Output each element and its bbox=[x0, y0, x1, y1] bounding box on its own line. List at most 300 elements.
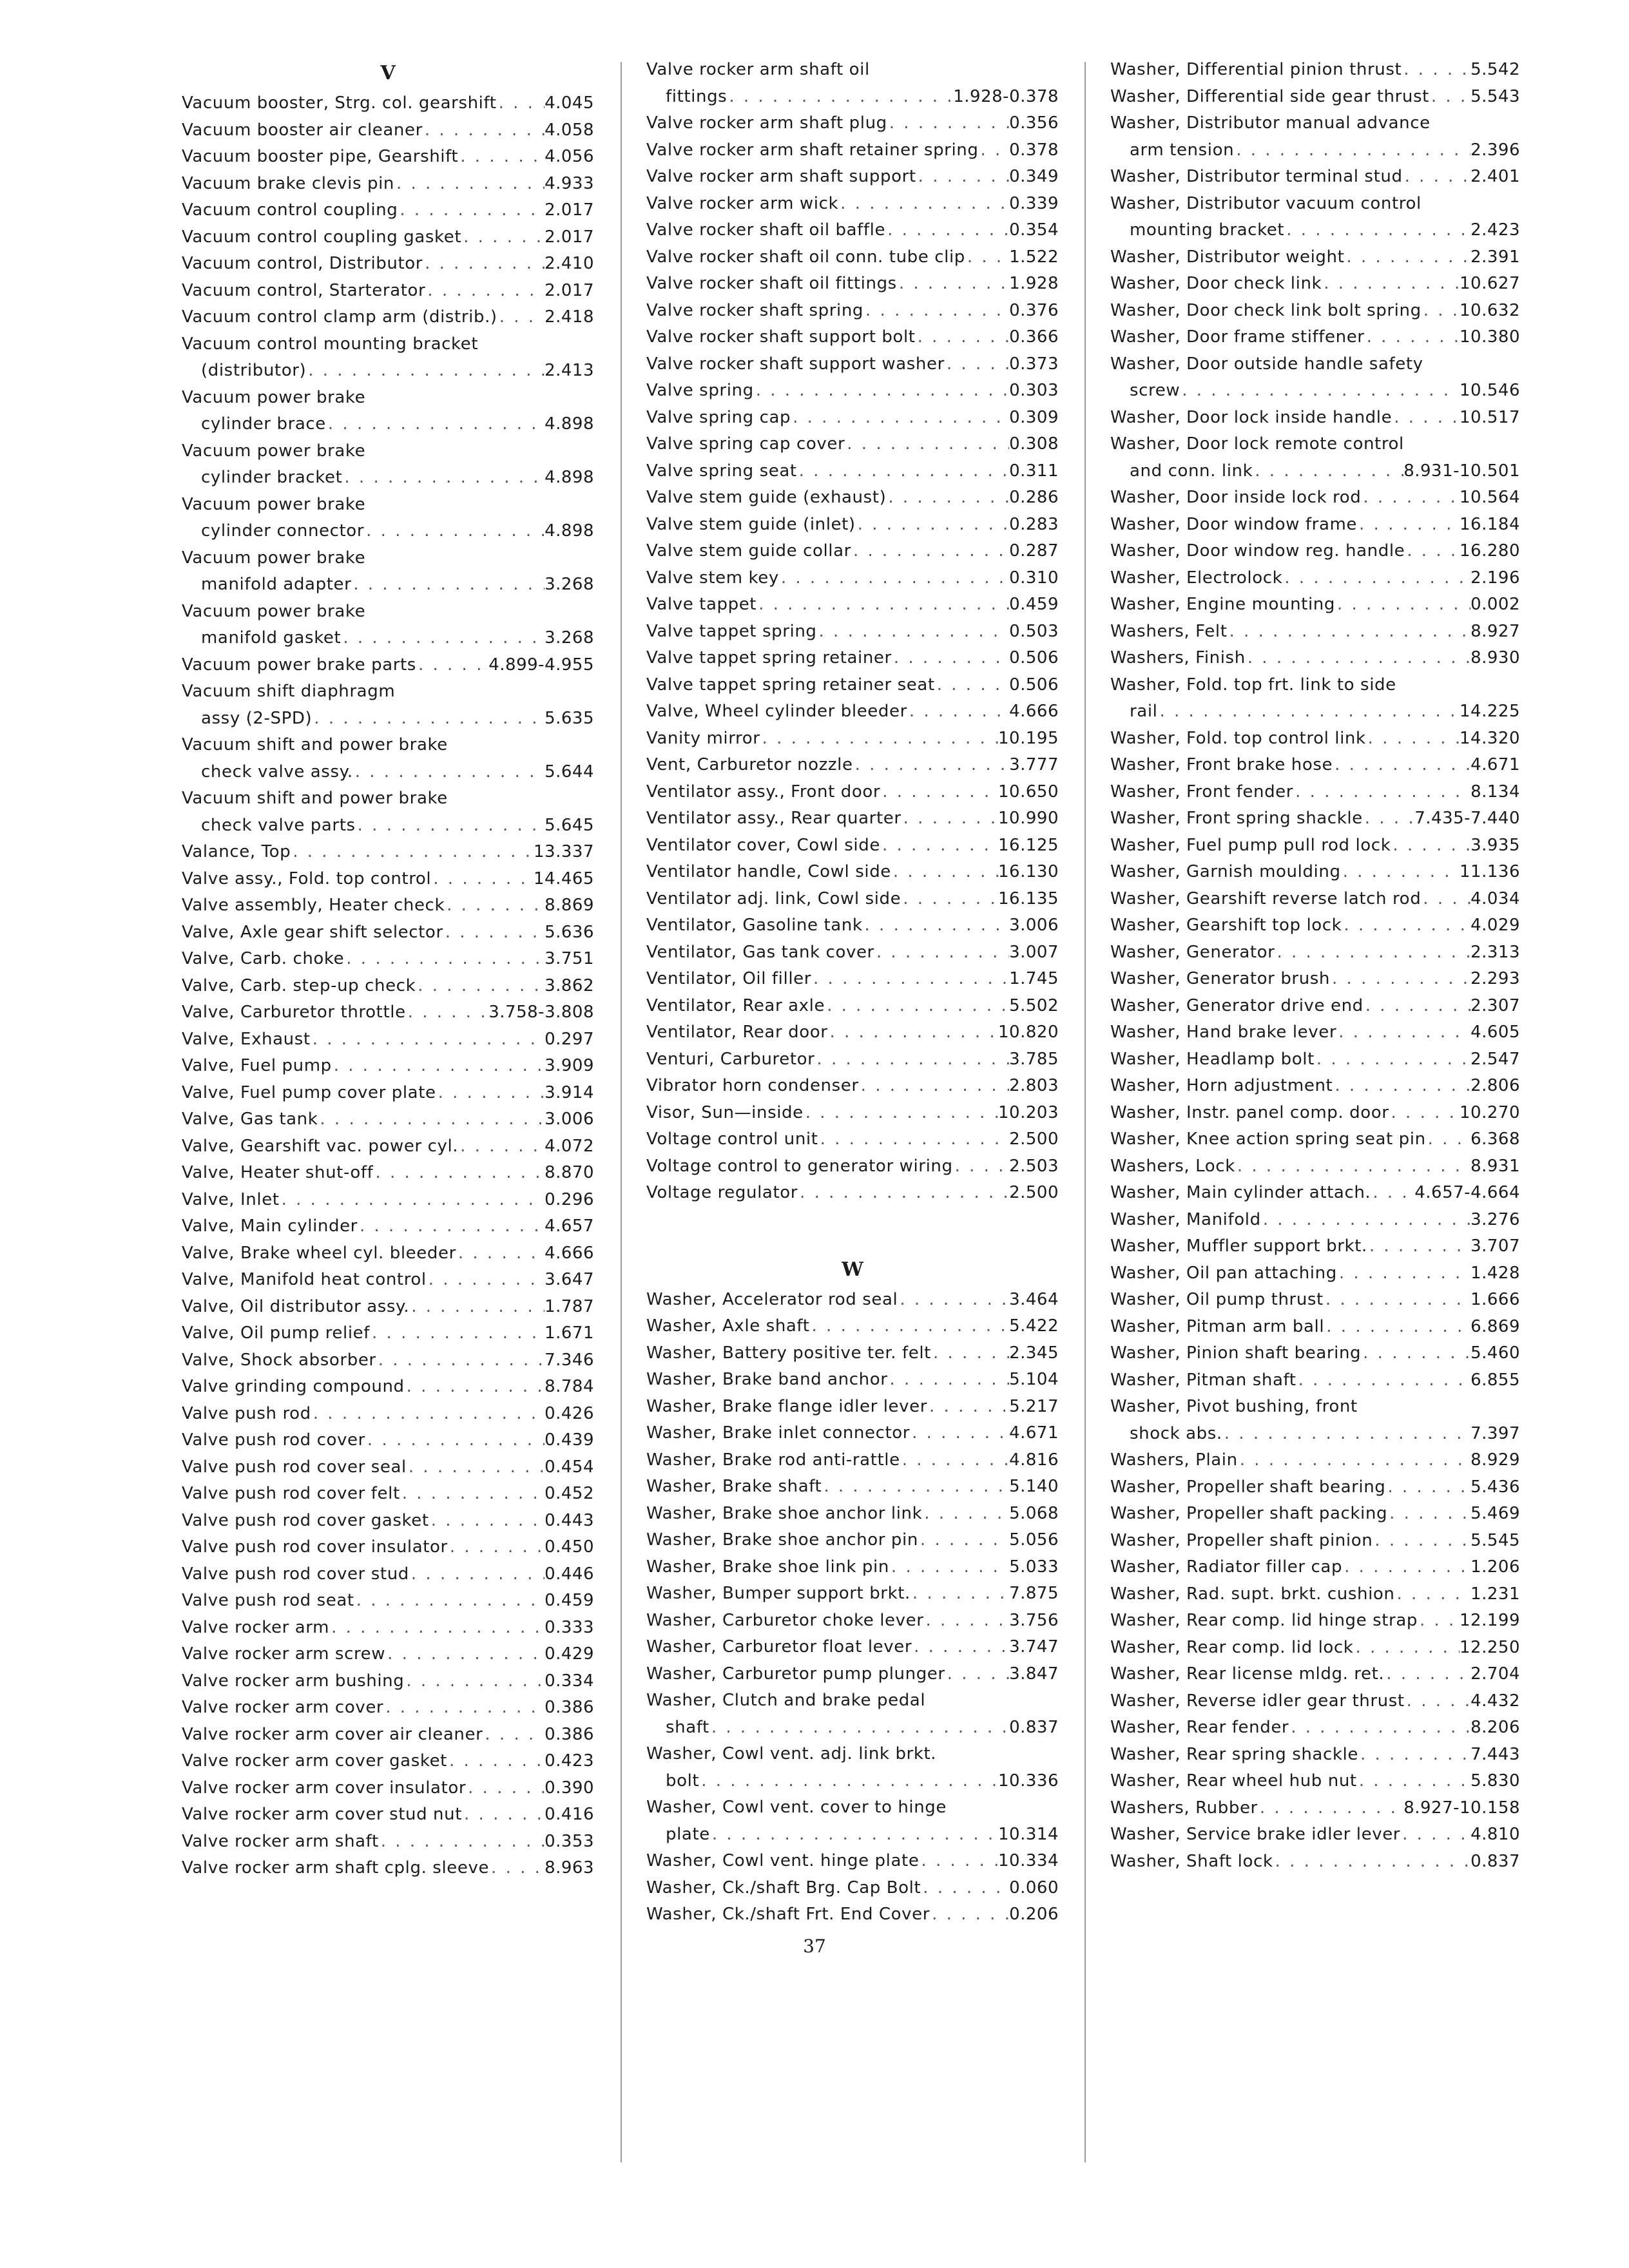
index-entry bbox=[646, 1634, 1059, 1661]
index-entry bbox=[646, 1019, 1059, 1046]
index-entry bbox=[646, 512, 1059, 539]
entry-page-ref: 12.199 bbox=[1460, 1611, 1520, 1630]
entry-page-ref: 2.503 bbox=[1009, 1156, 1059, 1176]
entry-page-ref: 0.446 bbox=[545, 1564, 594, 1584]
index-entry bbox=[646, 57, 1059, 110]
index-entry bbox=[182, 171, 594, 198]
index-entry-row bbox=[646, 1474, 1059, 1501]
index-entry-row bbox=[646, 1821, 1059, 1849]
dot-leader bbox=[811, 966, 1009, 993]
entry-page-ref: 5.543 bbox=[1470, 86, 1520, 106]
entry-label: Valve rocker arm cover gasket bbox=[182, 1751, 447, 1771]
index-entry-row bbox=[646, 164, 1059, 191]
entry-page-ref: 1.231 bbox=[1470, 1584, 1520, 1604]
index-entry bbox=[182, 1133, 594, 1160]
index-entry-row bbox=[1110, 1019, 1520, 1046]
index-entry bbox=[646, 1474, 1059, 1501]
dot-leader bbox=[900, 1447, 1009, 1474]
dot-leader bbox=[489, 1855, 545, 1882]
dot-leader bbox=[892, 645, 1009, 672]
index-entry-row bbox=[182, 839, 594, 866]
index-entry-row bbox=[646, 645, 1059, 672]
entry-page-ref: 8.784 bbox=[545, 1377, 594, 1396]
entry-page-ref: 2.410 bbox=[545, 254, 594, 273]
index-entry bbox=[646, 1875, 1059, 1902]
entry-label: Washer, Engine mounting bbox=[1110, 595, 1335, 614]
dot-leader bbox=[404, 1668, 545, 1695]
entry-page-ref: 4.671 bbox=[1009, 1423, 1059, 1443]
entry-page-ref: 3.268 bbox=[545, 628, 594, 648]
entry-page-ref: 0.002 bbox=[1470, 595, 1520, 614]
index-entry bbox=[646, 1554, 1059, 1581]
entry-page-ref: 8.927-10.158 bbox=[1403, 1798, 1520, 1818]
index-entry-row bbox=[1110, 538, 1520, 565]
entry-label: Valve push rod cover bbox=[182, 1430, 365, 1450]
dot-leader bbox=[1253, 458, 1403, 485]
entry-label: Valve, Main cylinder bbox=[182, 1216, 358, 1236]
entry-label: Ventilator assy., Front door bbox=[646, 782, 881, 802]
entry-page-ref: 5.104 bbox=[1009, 1370, 1059, 1389]
entry-label: Washer, Door check link bbox=[1110, 274, 1322, 293]
dot-leader bbox=[710, 1821, 998, 1849]
dot-leader bbox=[447, 1748, 545, 1775]
entry-label: Washer, Rear wheel hub nut bbox=[1110, 1771, 1357, 1791]
entry-label: Valve push rod cover seal bbox=[182, 1457, 407, 1477]
dot-leader bbox=[889, 1554, 1009, 1581]
index-entry-row bbox=[182, 1401, 594, 1428]
index-entry bbox=[646, 859, 1059, 886]
index-entry bbox=[182, 438, 594, 492]
index-entry-row bbox=[646, 1367, 1059, 1394]
entry-label: Ventilator, Gas tank cover bbox=[646, 942, 874, 962]
entry-label: Valve, Inlet bbox=[182, 1189, 280, 1209]
entry-label: Valve, Fuel pump cover plate bbox=[182, 1082, 436, 1102]
index-entry-row bbox=[1110, 1287, 1520, 1314]
index-entry bbox=[1110, 1688, 1520, 1715]
dot-leader bbox=[919, 1848, 998, 1875]
dot-leader bbox=[885, 217, 1009, 244]
index-entry-row bbox=[646, 57, 1059, 84]
entry-page-ref: 0.353 bbox=[545, 1831, 594, 1851]
entry-label: Washer, Rad. supt. brkt. cushion bbox=[1110, 1584, 1395, 1604]
entry-label: Valve tappet spring retainer seat bbox=[646, 675, 935, 695]
entry-label: Valve tappet spring bbox=[646, 621, 817, 641]
entry-label: Washer, Front brake hose bbox=[1110, 755, 1333, 774]
entry-label: Washer, Oil pan attaching bbox=[1110, 1263, 1337, 1283]
index-entry bbox=[182, 1347, 594, 1374]
dot-leader bbox=[965, 244, 1009, 271]
index-entry-row bbox=[646, 512, 1059, 539]
index-entry bbox=[646, 672, 1059, 699]
entry-label: Valve push rod bbox=[182, 1403, 311, 1423]
entry-page-ref: 0.354 bbox=[1009, 220, 1059, 240]
dot-leader bbox=[901, 886, 998, 913]
entry-page-ref: 10.627 bbox=[1460, 274, 1520, 293]
index-entry bbox=[182, 1267, 594, 1294]
index-entry-row bbox=[1110, 912, 1520, 939]
index-entry-row bbox=[1110, 351, 1520, 378]
entry-label: Washer, Battery positive ter. felt bbox=[646, 1343, 931, 1363]
dot-leader bbox=[458, 144, 545, 171]
index-entry-row bbox=[1110, 512, 1520, 539]
index-entry bbox=[182, 144, 594, 171]
index-entry bbox=[182, 732, 594, 785]
dot-leader bbox=[1385, 1474, 1470, 1501]
index-entry bbox=[1110, 1474, 1520, 1501]
index-entry bbox=[182, 1855, 594, 1882]
index-entry-row bbox=[1110, 1421, 1520, 1448]
index-entry-row bbox=[182, 1267, 594, 1294]
index-entry-row bbox=[182, 251, 594, 278]
index-entry-row bbox=[1110, 1153, 1520, 1180]
entry-page-ref: 8.927 bbox=[1470, 621, 1520, 641]
dot-leader bbox=[911, 1581, 1009, 1608]
index-entry bbox=[1110, 164, 1520, 191]
entry-label: Washer, Horn adjustment bbox=[1110, 1076, 1333, 1095]
index-entry-row bbox=[1110, 645, 1520, 672]
index-entry bbox=[646, 1126, 1059, 1153]
entry-label: Valve tappet bbox=[646, 595, 757, 614]
index-entry bbox=[1110, 645, 1520, 672]
dot-leader bbox=[1180, 378, 1460, 405]
entry-page-ref: 4.666 bbox=[1009, 702, 1059, 721]
entry-label: Valve rocker arm shaft plug bbox=[646, 113, 887, 133]
entry-label: Washer, Garnish moulding bbox=[1110, 862, 1341, 881]
dot-leader bbox=[318, 1106, 545, 1133]
entry-label: Valve rocker arm cover air cleaner bbox=[182, 1724, 483, 1744]
dot-leader bbox=[1324, 1314, 1470, 1341]
entry-page-ref: 7.346 bbox=[545, 1350, 594, 1370]
index-entry bbox=[182, 1187, 594, 1214]
index-entry-row bbox=[646, 1848, 1059, 1875]
entry-page-ref: 0.283 bbox=[1009, 514, 1059, 534]
entry-page-ref: 4.657-4.664 bbox=[1414, 1183, 1520, 1202]
index-entry bbox=[646, 351, 1059, 378]
index-entry-row bbox=[646, 779, 1059, 806]
index-entry bbox=[1110, 832, 1520, 860]
index-entry-row bbox=[1110, 137, 1520, 164]
index-entry bbox=[182, 1160, 594, 1187]
index-entry-row bbox=[646, 672, 1059, 699]
dot-leader bbox=[1324, 1287, 1470, 1314]
index-entry-row bbox=[646, 110, 1059, 137]
dot-leader bbox=[497, 304, 545, 331]
entry-label: Vacuum booster air cleaner bbox=[182, 120, 423, 140]
entry-page-ref: 8.931 bbox=[1470, 1156, 1520, 1176]
entry-label: Washer, Ck./shaft Brg. Cap Bolt bbox=[646, 1878, 921, 1898]
entry-page-ref: 1.745 bbox=[1009, 969, 1059, 988]
dot-leader bbox=[1246, 645, 1470, 672]
entry-label: Valve rocker shaft oil fittings bbox=[646, 274, 897, 293]
dot-leader bbox=[1389, 1100, 1460, 1127]
dot-leader bbox=[1322, 271, 1460, 298]
index-entry bbox=[182, 1588, 594, 1615]
entry-label: Vacuum power brake bbox=[182, 441, 366, 461]
index-entry-row bbox=[182, 1347, 594, 1374]
index-entry-row bbox=[1110, 591, 1520, 619]
entry-page-ref: 5.460 bbox=[1470, 1343, 1520, 1363]
index-entry-row bbox=[646, 939, 1059, 966]
index-entry bbox=[1110, 1073, 1520, 1100]
index-entry bbox=[182, 1240, 594, 1267]
index-entry bbox=[1110, 84, 1520, 111]
index-entry-row bbox=[1110, 1821, 1520, 1849]
entry-label: Valve assembly, Heater check bbox=[182, 896, 445, 915]
entry-page-ref: 1.928-0.378 bbox=[953, 86, 1059, 106]
entry-label: Valve spring seat bbox=[646, 461, 797, 481]
dot-leader bbox=[409, 1561, 545, 1588]
index-entry-row bbox=[182, 1641, 594, 1668]
entry-page-ref: 4.432 bbox=[1470, 1691, 1520, 1711]
dot-leader bbox=[311, 1401, 545, 1428]
entry-label: Ventilator assy., Rear quarter bbox=[646, 809, 901, 828]
dot-leader bbox=[859, 1073, 1009, 1100]
entry-page-ref: 4.034 bbox=[1470, 889, 1520, 908]
index-entry bbox=[182, 251, 594, 278]
index-entry-row bbox=[1110, 271, 1520, 298]
entry-label: Washer, Door lock inside handle bbox=[1110, 407, 1393, 427]
entry-page-ref: 0.378 bbox=[1009, 140, 1059, 160]
entry-label: Vacuum control mounting bracket bbox=[182, 334, 479, 354]
dot-leader bbox=[1373, 1528, 1470, 1555]
entry-page-ref: 5.545 bbox=[1470, 1530, 1520, 1550]
dot-leader bbox=[880, 779, 998, 806]
dot-leader bbox=[306, 358, 545, 385]
index-entry bbox=[646, 458, 1059, 485]
index-entry-row bbox=[1110, 1340, 1520, 1367]
index-entry bbox=[1110, 271, 1520, 298]
index-entry-row bbox=[646, 1126, 1059, 1153]
dot-leader bbox=[405, 1374, 545, 1401]
index-entry-row bbox=[1110, 244, 1520, 271]
index-entry-row bbox=[182, 678, 594, 706]
entry-label: mounting bracket bbox=[1130, 220, 1285, 240]
entry-page-ref: 4.072 bbox=[545, 1136, 594, 1156]
index-entry-row bbox=[1110, 1260, 1520, 1287]
index-entry-row bbox=[1110, 1073, 1520, 1100]
entry-page-ref: 0.339 bbox=[1009, 193, 1059, 213]
index-entry bbox=[1110, 431, 1520, 485]
dot-leader bbox=[332, 1053, 545, 1080]
index-entry bbox=[1110, 1019, 1520, 1046]
index-entry bbox=[182, 1374, 594, 1401]
index-entry-row bbox=[646, 1875, 1059, 1902]
index-entry bbox=[182, 652, 594, 679]
index-entry-row bbox=[182, 919, 594, 947]
dot-leader bbox=[407, 1454, 545, 1481]
entry-page-ref: 2.500 bbox=[1009, 1183, 1059, 1202]
entry-label: Ventilator, Oil filler bbox=[646, 969, 812, 988]
index-entry bbox=[646, 485, 1059, 512]
dot-leader bbox=[1342, 912, 1470, 939]
entry-page-ref: 5.056 bbox=[1009, 1530, 1059, 1550]
index-entry-row bbox=[182, 304, 594, 331]
index-entry-row bbox=[182, 1026, 594, 1053]
entry-page-ref: 0.429 bbox=[545, 1644, 594, 1664]
index-entry-row bbox=[646, 1768, 1059, 1795]
index-entry bbox=[1110, 485, 1520, 512]
entry-page-ref: 0.303 bbox=[1009, 381, 1059, 400]
index-entry-row bbox=[1110, 1768, 1520, 1795]
index-entry-row bbox=[1110, 1528, 1520, 1555]
index-entry bbox=[646, 1608, 1059, 1635]
index-entry-row bbox=[1110, 1207, 1520, 1234]
index-entry-row bbox=[1110, 565, 1520, 592]
index-entry bbox=[646, 779, 1059, 806]
entry-page-ref: 5.635 bbox=[545, 708, 594, 728]
entry-label: Voltage control to generator wiring bbox=[646, 1156, 953, 1176]
index-entry bbox=[182, 304, 594, 331]
index-entry-row bbox=[182, 1106, 594, 1133]
index-entry bbox=[182, 1775, 594, 1802]
index-entry bbox=[1110, 244, 1520, 271]
dot-leader bbox=[427, 1267, 545, 1294]
entry-label: bolt bbox=[666, 1771, 700, 1791]
dot-leader bbox=[1364, 993, 1470, 1020]
entry-page-ref: 0.390 bbox=[545, 1778, 594, 1798]
index-entry-row bbox=[646, 726, 1059, 753]
index-entry-row bbox=[182, 1454, 594, 1481]
index-entry bbox=[182, 1026, 594, 1053]
dot-leader bbox=[804, 1100, 998, 1127]
page-number: 37 bbox=[803, 1936, 826, 1957]
entry-page-ref: 8.929 bbox=[1470, 1450, 1520, 1470]
entry-label: Valve stem guide collar bbox=[646, 541, 851, 561]
entry-label: Washer, Rear fender bbox=[1110, 1718, 1289, 1737]
dot-leader bbox=[916, 324, 1009, 351]
index-entry bbox=[646, 591, 1059, 619]
entry-page-ref: 1.206 bbox=[1470, 1557, 1520, 1577]
index-entry-row bbox=[646, 619, 1059, 646]
entry-page-ref: 5.217 bbox=[1009, 1396, 1059, 1416]
dot-leader bbox=[1282, 565, 1470, 592]
dot-leader bbox=[1273, 1849, 1470, 1876]
index-entry bbox=[646, 645, 1059, 672]
entry-label: Vacuum shift and power brake bbox=[182, 789, 448, 808]
entry-page-ref: 0.416 bbox=[545, 1805, 594, 1824]
dot-leader bbox=[901, 805, 998, 832]
index-entry bbox=[1110, 1260, 1520, 1287]
entry-page-ref: 2.307 bbox=[1470, 995, 1520, 1015]
entry-label: Washer, Rear license mldg. ret. bbox=[1110, 1664, 1385, 1684]
entry-page-ref: 2.313 bbox=[1470, 942, 1520, 962]
entry-label: Washer, Brake band anchor bbox=[646, 1370, 888, 1389]
dot-leader bbox=[342, 465, 545, 492]
index-entry-row bbox=[182, 759, 594, 786]
dot-leader bbox=[1258, 1795, 1403, 1822]
dot-leader bbox=[1422, 298, 1460, 325]
index-entry bbox=[1110, 191, 1520, 244]
index-entry-row bbox=[646, 1447, 1059, 1474]
entry-label: Washer, Cowl vent. cover to hinge bbox=[646, 1798, 947, 1817]
entry-label: Washers, Lock bbox=[1110, 1156, 1235, 1176]
entry-page-ref: 4.898 bbox=[545, 468, 594, 487]
index-entry-row bbox=[182, 946, 594, 973]
dot-leader bbox=[887, 110, 1009, 137]
dot-leader bbox=[1335, 591, 1470, 619]
entry-page-ref: 10.195 bbox=[998, 728, 1059, 748]
index-entry-row bbox=[1110, 1394, 1520, 1421]
entry-page-ref: 2.500 bbox=[1009, 1129, 1059, 1149]
entry-label: Washer, Pinion shaft bearing bbox=[1110, 1343, 1362, 1363]
entry-label: Vacuum power brake parts bbox=[182, 655, 416, 675]
index-entry bbox=[646, 1340, 1059, 1367]
dot-leader bbox=[709, 1715, 1009, 1742]
entry-label: Valve rocker arm cover stud nut bbox=[182, 1805, 463, 1824]
index-entry bbox=[182, 1561, 594, 1588]
entry-page-ref: 0.349 bbox=[1009, 167, 1059, 186]
entry-label: cylinder bracket bbox=[201, 468, 343, 487]
index-entry-row bbox=[646, 1661, 1059, 1688]
index-entry-row bbox=[646, 1420, 1059, 1447]
index-entry-row bbox=[1110, 993, 1520, 1020]
entry-label: Washer, Brake flange idler lever bbox=[646, 1396, 928, 1416]
index-entry-row bbox=[646, 886, 1059, 913]
index-entry bbox=[646, 1180, 1059, 1207]
entry-page-ref: 2.345 bbox=[1009, 1343, 1059, 1363]
index-entry-row bbox=[646, 378, 1059, 405]
entry-label: Washer, Cowl vent. adj. link brkt. bbox=[646, 1744, 937, 1763]
entry-label: Valve, Manifold heat control bbox=[182, 1270, 427, 1289]
entry-page-ref: 5.422 bbox=[1009, 1316, 1059, 1336]
index-entry-row bbox=[646, 84, 1059, 111]
index-entry-row bbox=[182, 1320, 594, 1347]
index-entry bbox=[646, 886, 1059, 913]
entry-page-ref: 1.428 bbox=[1470, 1263, 1520, 1283]
dot-leader bbox=[458, 1133, 545, 1160]
entry-label: and conn. link bbox=[1130, 461, 1253, 481]
section-gap bbox=[646, 1207, 1059, 1253]
index-entry-row bbox=[182, 1561, 594, 1588]
entry-label: Valve spring cap bbox=[646, 407, 791, 427]
index-entry-row bbox=[1110, 619, 1520, 646]
column-divider bbox=[621, 62, 622, 2162]
index-entry-row bbox=[182, 1829, 594, 1856]
index-entry-row bbox=[1110, 1742, 1520, 1769]
dot-leader bbox=[817, 619, 1010, 646]
index-entry bbox=[182, 946, 594, 973]
entry-label: Vacuum power brake bbox=[182, 494, 366, 514]
dot-leader bbox=[978, 137, 1009, 164]
index-entry-row bbox=[182, 973, 594, 1000]
entry-page-ref: 7.443 bbox=[1470, 1744, 1520, 1764]
entry-page-ref: 8.870 bbox=[545, 1163, 594, 1182]
index-entry bbox=[646, 324, 1059, 351]
index-entry-row bbox=[646, 1554, 1059, 1581]
entry-page-ref: 2.704 bbox=[1470, 1664, 1520, 1684]
dot-leader bbox=[1157, 698, 1460, 726]
entry-label: Valve rocker shaft support bolt bbox=[646, 327, 916, 347]
entry-label: Washer, Brake shoe anchor pin bbox=[646, 1530, 918, 1550]
entry-page-ref: 5.068 bbox=[1009, 1503, 1059, 1523]
index-entry-row bbox=[182, 999, 594, 1026]
entry-label: Valve rocker shaft oil baffle bbox=[646, 220, 886, 240]
index-entry-row bbox=[182, 411, 594, 438]
index-entry-row bbox=[646, 538, 1059, 565]
entry-label: Washer, Door lock remote control bbox=[1110, 434, 1404, 454]
entry-label: Venturi, Carburetor bbox=[646, 1049, 815, 1069]
index-entry bbox=[1110, 1340, 1520, 1367]
index-entry-row bbox=[182, 385, 594, 412]
index-entry bbox=[182, 1401, 594, 1428]
index-entry bbox=[1110, 912, 1520, 939]
dot-leader bbox=[918, 1527, 1009, 1554]
dot-leader bbox=[1330, 966, 1470, 993]
entry-label: Washer, Fold. top control link bbox=[1110, 728, 1366, 748]
entry-label: Valve, Heater shut-off bbox=[182, 1163, 374, 1182]
dot-leader bbox=[1235, 1153, 1470, 1180]
index-entry bbox=[182, 1481, 594, 1508]
